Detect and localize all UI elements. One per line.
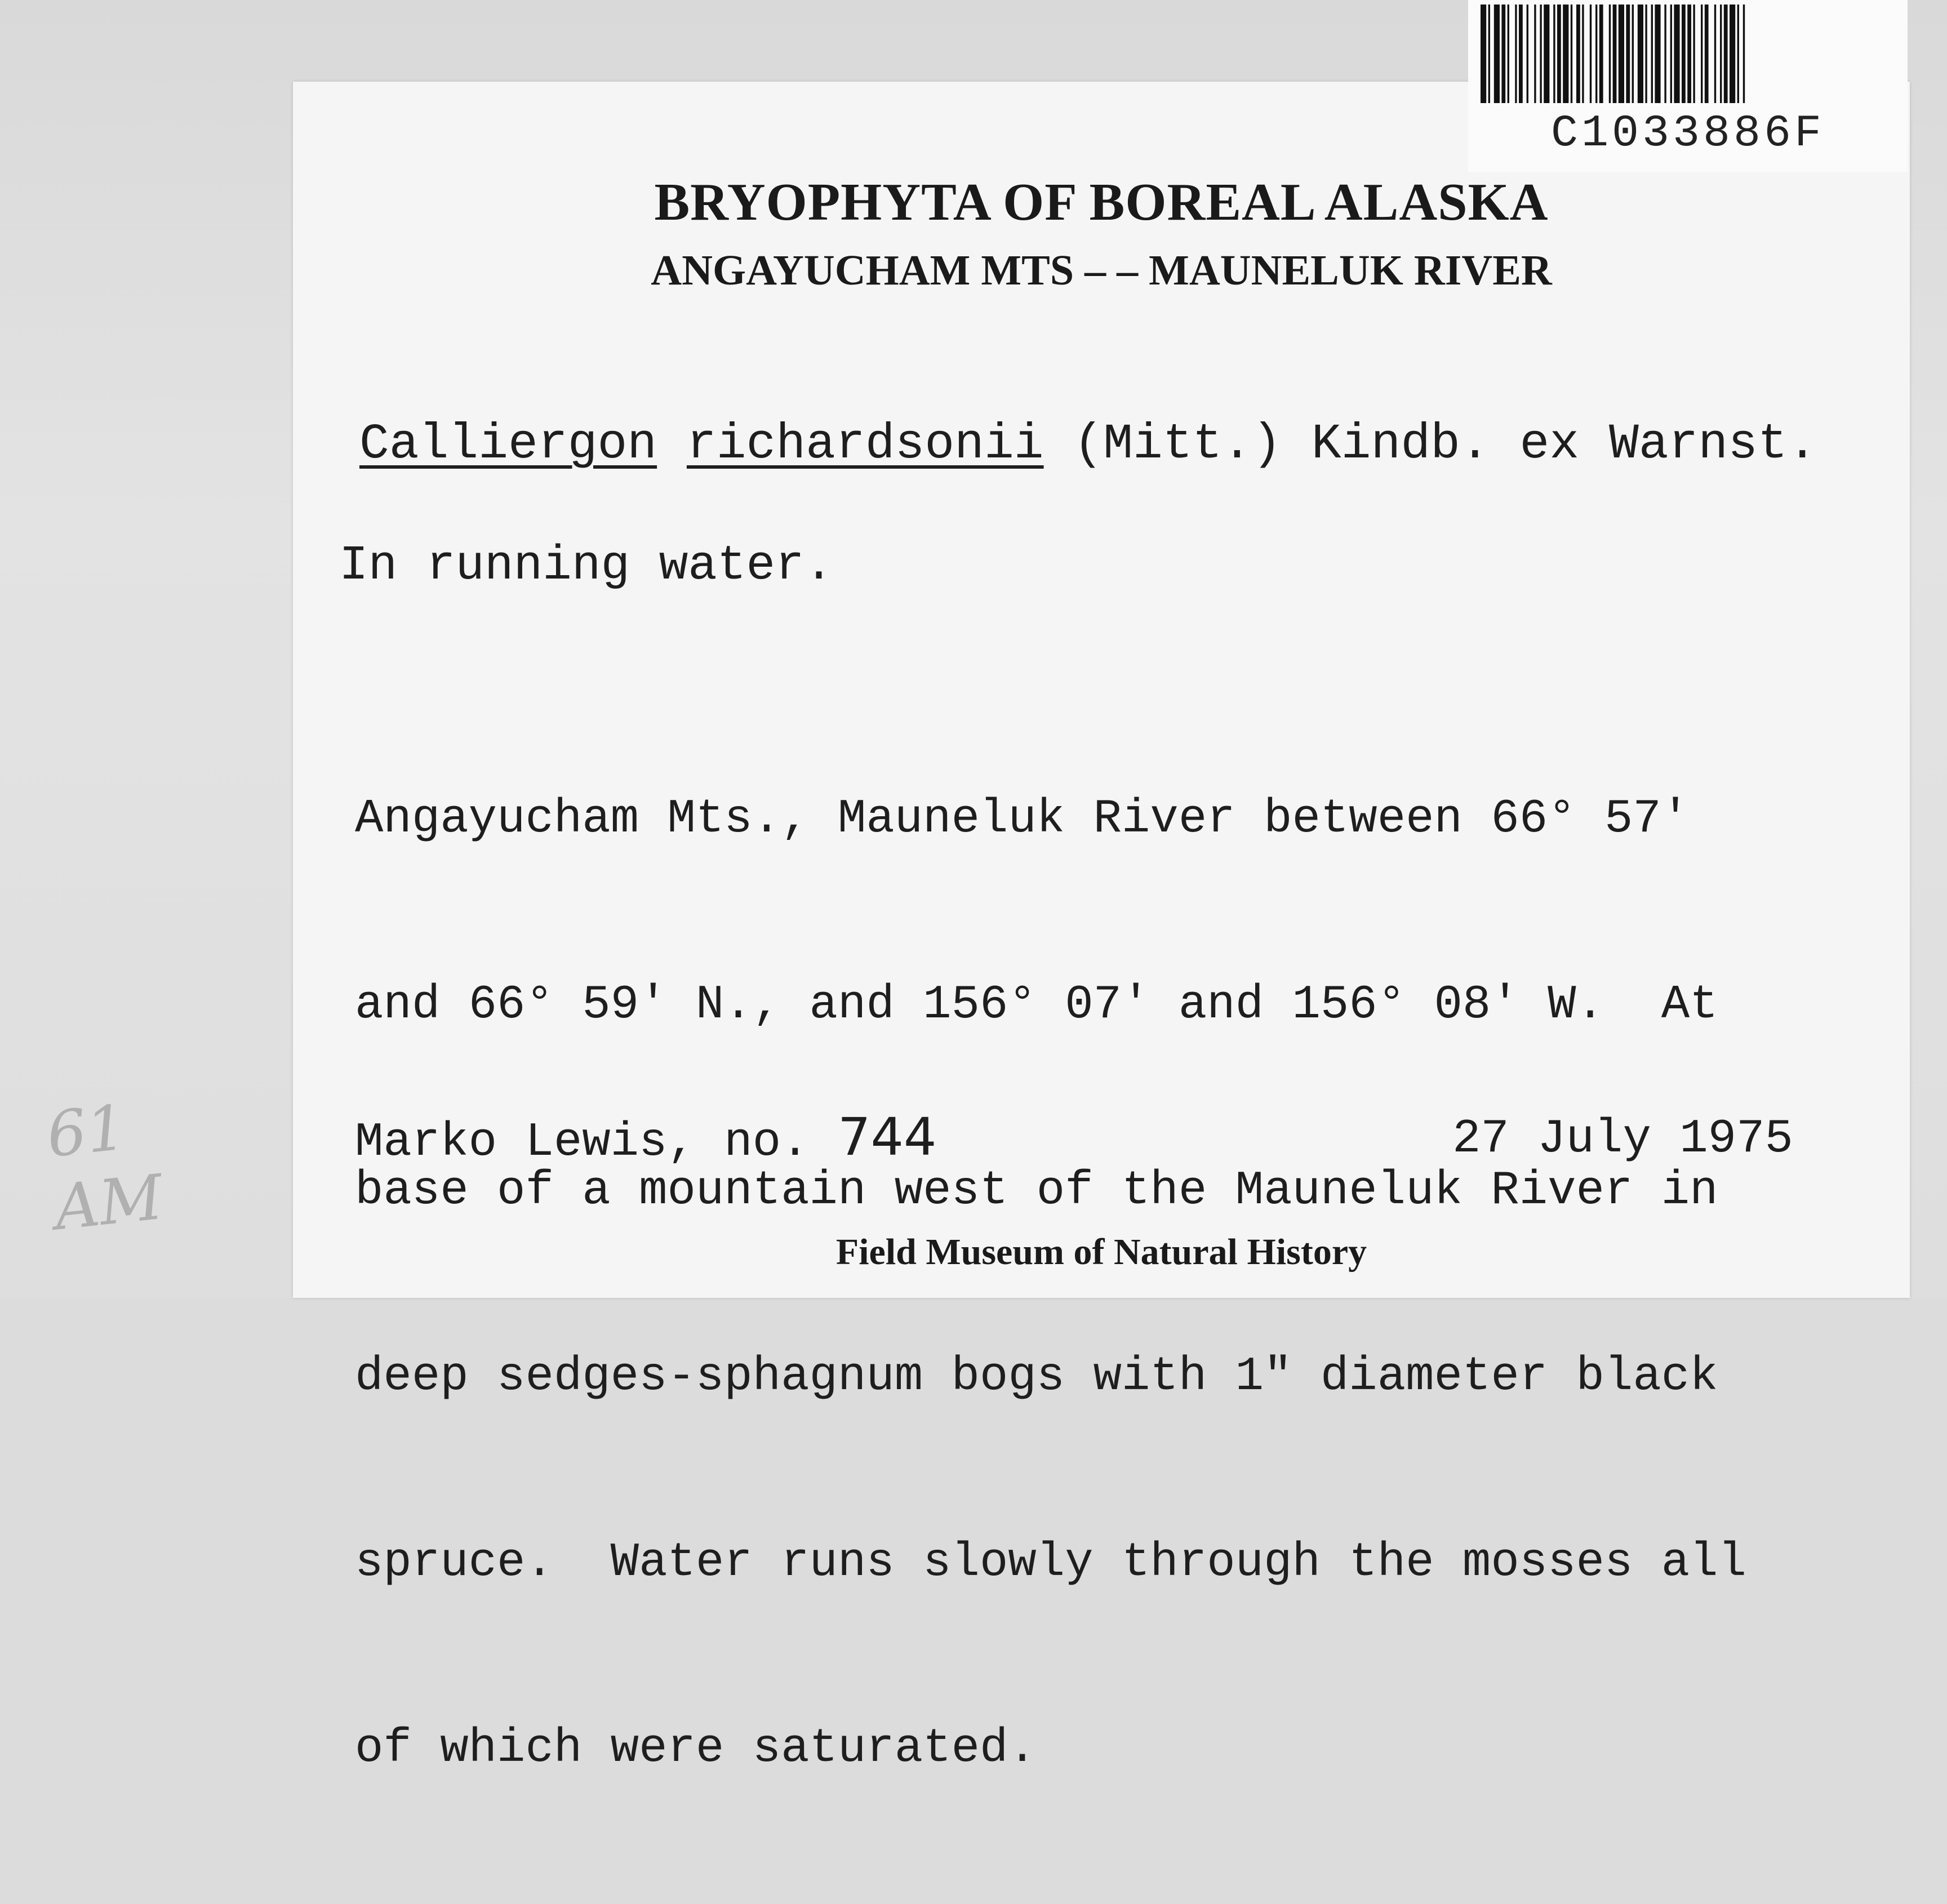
barcode-bar [1519, 5, 1523, 103]
barcode-bar [1590, 5, 1592, 103]
barcode-bar [1626, 5, 1630, 103]
locality-line: of which were saturated. [355, 1722, 1037, 1776]
barcode-bar [1501, 5, 1505, 103]
barcode-bar [1557, 5, 1561, 103]
locality-text [355, 665, 1746, 1904]
barcode-bar [1743, 5, 1745, 103]
barcode-bar [1553, 5, 1555, 103]
barcode-bar [1619, 5, 1624, 103]
barcode-bar [1563, 5, 1568, 103]
barcode-bar [1599, 5, 1603, 103]
collector-name: Marko Lewis, no. [355, 1116, 810, 1169]
barcode-bar [1488, 5, 1490, 103]
barcode-bar [1651, 5, 1653, 103]
barcode-number: C1033886F [1550, 108, 1825, 159]
barcode-bar [1515, 5, 1517, 103]
taxon-name [359, 417, 1817, 473]
barcode-bar [1540, 5, 1541, 103]
barcode-bar [1730, 5, 1735, 103]
barcode-bar [1724, 5, 1728, 103]
collection-date: 27 July 1975 [1452, 1113, 1793, 1166]
barcode-bar [1544, 5, 1549, 103]
locality-line: and 66° 59' N., and 156° 07' and 156° 08' W. At [355, 978, 1718, 1032]
barcode-bar [1613, 5, 1617, 103]
locality-line: deep sedges-sphagnum bogs with 1" diameter black [355, 1350, 1718, 1404]
barcode-bar [1632, 5, 1634, 103]
label-subtitle: ANGAYUCHAM MTS – – MAUNELUK RIVER [651, 247, 1552, 294]
specimen-label [293, 82, 1910, 1776]
barcode-bar [1670, 5, 1672, 103]
pencil-mark: AM [51, 1160, 167, 1244]
collection-number: 744 [837, 1107, 937, 1167]
barcode-bar [1582, 5, 1584, 103]
taxon-authority: (Mitt.) Kindb. ex Warnst. [1073, 417, 1817, 473]
pencil-annotation [43, 1088, 166, 1245]
barcode-bar [1595, 5, 1597, 103]
barcode-bar [1645, 5, 1647, 103]
barcode-bar [1664, 5, 1666, 103]
barcode-bar [1527, 5, 1528, 103]
taxon-species: richardsonii [686, 417, 1044, 473]
collector-line [355, 1107, 937, 1169]
locality-line: Angayucham Mts., Mauneluk River between 66° 57' [355, 793, 1690, 846]
barcode-bar [1693, 5, 1695, 103]
habitat-text: In running water. [339, 538, 834, 593]
barcode-bar [1481, 5, 1486, 103]
label-title: BRYOPHYTA OF BOREAL ALASKA [654, 173, 1549, 232]
institution-name: Field Museum of Natural History [835, 1231, 1367, 1273]
barcode-bar [1609, 5, 1611, 103]
barcode-bar [1655, 5, 1660, 103]
taxon-genus: Calliergon [359, 417, 657, 473]
barcode-bar [1576, 5, 1580, 103]
barcode-bar [1720, 5, 1722, 103]
barcode-bar [1682, 5, 1686, 103]
barcode-bar [1687, 5, 1691, 103]
barcode-bar [1508, 5, 1509, 103]
barcode-image [1481, 5, 1895, 103]
locality-line: base of a mountain west of the Mauneluk River in [355, 1164, 1718, 1218]
pencil-mark: 61 [43, 1091, 130, 1172]
barcode-bar [1701, 5, 1702, 103]
barcode-bar [1737, 5, 1739, 103]
barcode-bar [1705, 5, 1709, 103]
barcode-bar [1674, 5, 1679, 103]
barcode-bar [1534, 5, 1536, 103]
barcode-bar [1714, 5, 1716, 103]
barcode-bar [1571, 5, 1572, 103]
locality-line: spruce. Water runs slowly through the mosses all [355, 1536, 1747, 1590]
barcode-label [1468, 0, 1908, 172]
barcode-bar [1638, 5, 1643, 103]
barcode-bar [1494, 5, 1500, 103]
